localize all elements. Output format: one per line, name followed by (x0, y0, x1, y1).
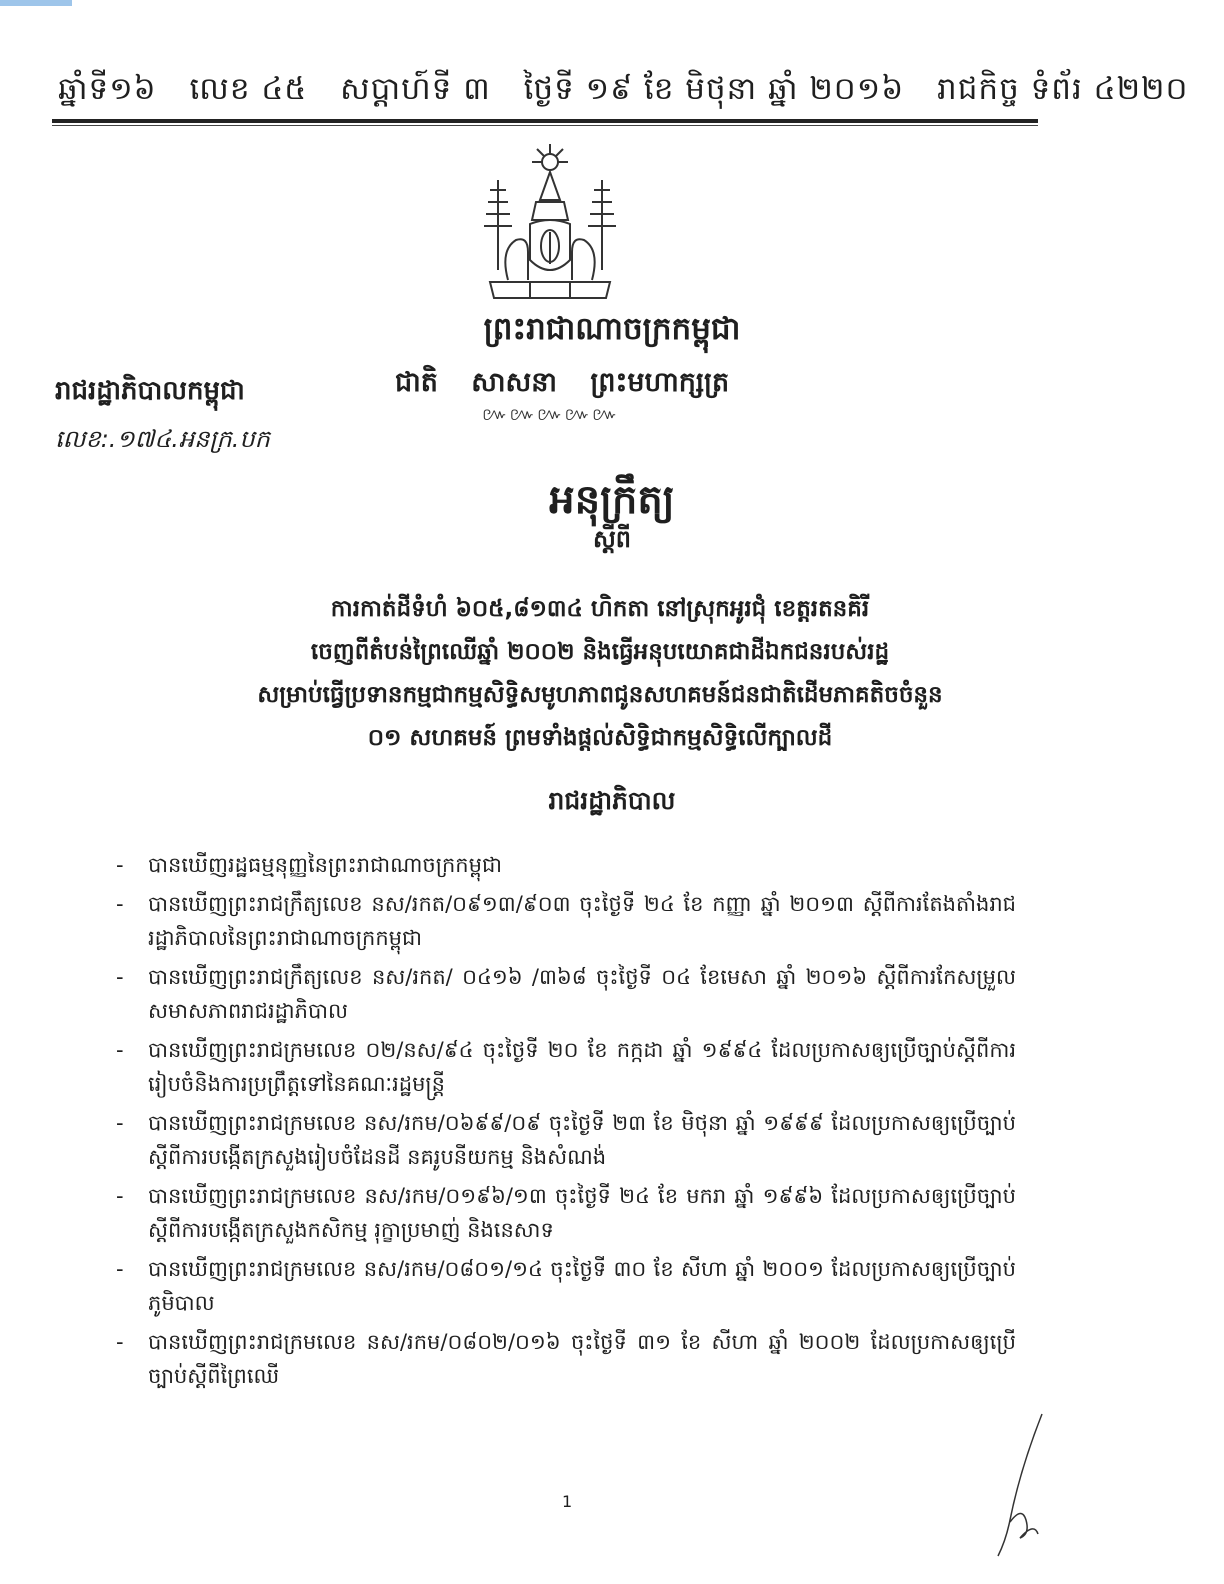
page-number: 1 (562, 1492, 573, 1511)
subject-line: សម្រាប់ធ្វើប្រទានកម្មជាកម្មសិទ្ធិសមូហភាពជូនសហគមន៍ជនជាតិដើមភាគតិចចំនួន (257, 682, 943, 708)
list-item-text: បានឃើញរដ្ឋធម្មនុញ្ញនៃព្រះរាជាណាចក្រកម្ពុជា (148, 853, 502, 877)
issuer-name: រាជរដ្ឋាភិបាលកម្ពុជា (55, 376, 245, 406)
ornament-divider: ៚៚៚៚៚ (482, 404, 620, 425)
list-item (116, 1252, 1016, 1320)
list-item (116, 960, 1016, 1028)
kingdom-name: ព្រះរាជាណាចក្រកម្ពុជា (483, 311, 741, 347)
document-type-title: អនុក្រឹត្យ (549, 477, 675, 523)
gazette-week: សប្តាហ៍ទី ៣ (340, 71, 491, 107)
list-item (116, 887, 1016, 955)
list-dash: - (116, 1257, 124, 1281)
signature-mark (980, 1410, 1050, 1560)
subject-line: ចេញពីតំបន់ព្រៃឈើឆ្នាំ ២០០២ និងធ្វើអនុបយោគជាដីឯកជនរបស់រដ្ឋ (310, 639, 890, 665)
list-dash: - (116, 853, 124, 877)
document-number: លេខ:.១៧៤.អនក្រ.បក (55, 425, 270, 453)
header-rule (52, 119, 1038, 123)
list-item (116, 1179, 1016, 1247)
scan-edge-mark (0, 0, 72, 6)
list-dash: - (116, 1111, 124, 1135)
list-item (116, 1106, 1016, 1174)
list-item-text: បានឃើញព្រះរាជក្រឹត្យលេខ នស/រកត/ ០៤១៦ /៣៦៨ ចុះថ្ងៃទី ០៤ ខែមេសា ឆ្នាំ ២០១៦ ស្តីពីការកែសម្រួលសមាសភាពរាជរដ្ឋាភិបាល (148, 965, 1016, 1023)
government-heading: រាជរដ្ឋាភិបាល (548, 786, 676, 815)
list-item-text: បានឃើញព្រះរាជក្រមលេខ នស/រកម/០៨០២/០១៦ ចុះថ្ងៃទី ៣១ ខែ សីហា ឆ្នាំ ២០០២ ដែលប្រកាសឲ្យប្រើច្បាប់ស្តីពីព្រៃឈើ (148, 1330, 1016, 1388)
gazette-year: ឆ្នាំទី១៦ (58, 71, 157, 107)
gazette-page: រាជកិច្ច ទំព័រ ៤២២០ (937, 71, 1189, 107)
list-dash: - (116, 892, 124, 916)
list-dash: - (116, 1184, 124, 1208)
list-item-text: បានឃើញព្រះរាជក្រមលេខ ០២/នស/៩៤ ចុះថ្ងៃទី ២០ ខែ កក្កដា ឆ្នាំ ១៩៩៤ ដែលប្រកាសឲ្យប្រើច្បាប់ស្តីពីការរៀបចំនិងការប្រព្រឹត្តទៅនៃគណៈរដ្ឋមន្ត្រី (148, 1038, 1016, 1096)
subject-line: ០១ សហគមន៍ ព្រមទាំងផ្តល់សិទ្ធិជាកម្មសិទ្ធិលើក្បាលដី (367, 725, 833, 751)
gazette-header (58, 70, 1189, 115)
gazette-issue: លេខ ៤៥ (189, 71, 308, 107)
document-subject (210, 588, 990, 760)
about-label: ស្តីពី (592, 525, 632, 553)
list-dash: - (116, 965, 124, 989)
list-item-text: បានឃើញព្រះរាជក្រមលេខ នស/រកម/០៨០១/១៤ ចុះថ្ងៃទី ៣០ ខែ សីហា ឆ្នាំ ២០០១ ដែលប្រកាសឲ្យប្រើច្បាប់ភូមិបាល (148, 1257, 1016, 1315)
legal-basis-list (116, 848, 1016, 1398)
subject-line: ការកាត់ដីទំហំ ៦០៥,៨១៣៤ ហិកតា នៅស្រុកអូរជុំ ខេត្តរតនគិរី (330, 596, 870, 622)
royal-emblem-icon (470, 140, 630, 302)
list-item (116, 1033, 1016, 1101)
list-item (116, 848, 1016, 882)
list-item-text: បានឃើញព្រះរាជក្រឹត្យលេខ នស/រកត/០៩១៣/៩០៣ ចុះថ្ងៃទី ២៤ ខែ កញ្ញា ឆ្នាំ ២០១៣ ស្តីពីការតែងតាំងរាជរដ្ឋាភិបាលនៃព្រះរាជាណាចក្រកម្ពុជា (148, 892, 1016, 950)
national-motto: ជាតិ សាសនា ព្រះមហាក្សត្រ (395, 367, 730, 398)
gazette-date: ថ្ងៃទី ១៩ ខែ មិថុនា ឆ្នាំ ២០១៦ (523, 71, 905, 107)
list-item (116, 1325, 1016, 1393)
list-item-text: បានឃើញព្រះរាជក្រមលេខ នស/រកម/០១៩៦/១៣ ចុះថ្ងៃទី ២៤ ខែ មករា ឆ្នាំ ១៩៩៦ ដែលប្រកាសឲ្យប្រើច្បាប់ ស្តីពីការបង្កើតក្រសួងកសិកម្ម រុក្ខាប្រមាញ់ និងនេសាទ (148, 1184, 1016, 1242)
header-rule-thin (52, 125, 1038, 126)
list-dash: - (116, 1038, 124, 1062)
list-dash: - (116, 1330, 124, 1354)
list-item-text: បានឃើញព្រះរាជក្រមលេខ នស/រកម/០៦៩៩/០៩ ចុះថ្ងៃទី ២៣ ខែ មិថុនា ឆ្នាំ ១៩៩៩ ដែលប្រកាសឲ្យប្រើច្បាប់ស្តីពីការបង្កើតក្រសួងរៀបចំដែនដី នគរូបនីយកម្ម និងសំណង់ (148, 1111, 1016, 1169)
